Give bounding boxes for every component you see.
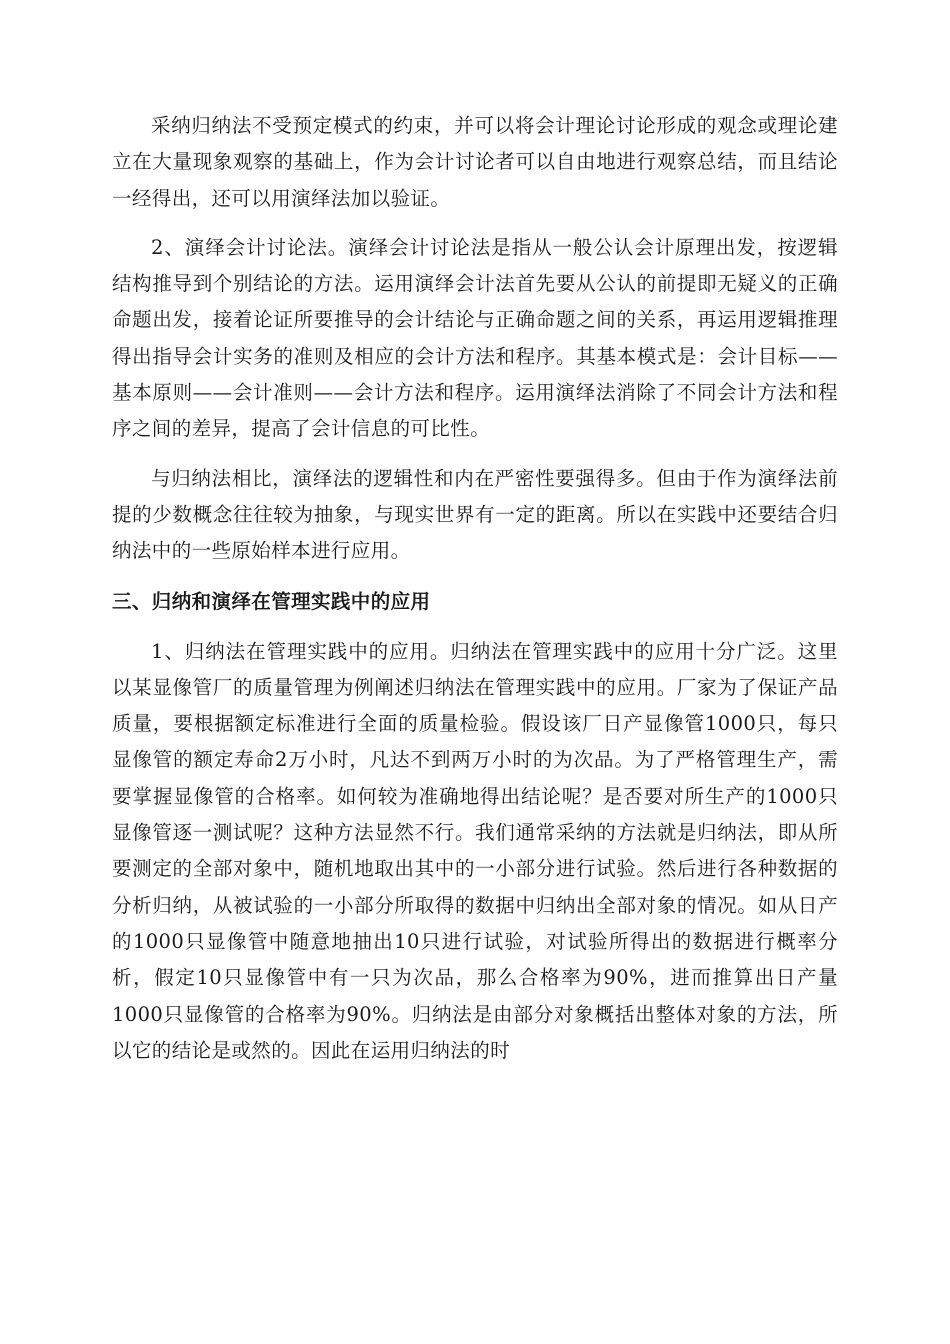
- section-heading: 三、归纳和演绎在管理实践中的应用: [112, 589, 431, 613]
- paragraph-comparison: 与归纳法相比，演绎法的逻辑性和内在严密性要强得多。但由于作为演绎法前提的少数概念往往较为抽象，与现实世界有一定的距离。所以在实践中还要结合归纳法中的一些原始样本进行应用。: [112, 466, 838, 563]
- paragraph-inductive-application: 1、归纳法在管理实践中的应用。归纳法在管理实践中的应用十分广泛。这里以某显像管厂的质量管理为例阐述归纳法在管理实践中的应用。厂家为了保证产品质量，要根据额定标准进行全面的质量检验。假设该厂日产显像管1000只，每只显像管的额定寿命2万小时，凡达不到两万小时的为次品。为了严格管理生产，需要掌握显像管的合格率。如何较为准确地得出结论呢？是否要对所生产的1000只显像管逐一测试呢？这种方法显然不行。我们通常采纳的方法就是归纳法，即从所要测定的全部对象中，随机地取出其中的一小部分进行试验。然后进行各种数据的分析归纳，从被试验的一小部分所取得的数据中归纳出全部对象的情况。如从日产的1000只显像管中随意地抽出10只进行试验，对试验所得出的数据进行概率分析，假定10只显像管中有一只为次品，那么合格率为90%，进而推算出日产量1000只显像管的合格率为90%。归纳法是由部分对象概括出整体对象的方法，所以它的结论是或然的。因此在运用归纳法的时: [112, 639, 838, 1062]
- paragraph-inductive-advantages: 采纳归纳法不受预定模式的约束，并可以将会计理论讨论形成的观念或理论建立在大量现象观察的基础上，作为会计讨论者可以自由地进行观察总结，而且结论一经得出，还可以用演绎法加以验证。: [112, 114, 838, 210]
- paragraph-deductive-method: 2、演绎会计讨论法。演绎会计讨论法是指从一般公认会计原理出发，按逻辑结构推导到个别结论的方法。运用演绎会计法首先要从公认的前提即无疑义的正确命题出发，接着论证所要推导的会计结论与正确命题之间的关系，再运用逻辑推理得出指导会计实务的准则及相应的会计方法和程序。其基本模式是：会计目标——基本原则——会计准则——会计方法和程序。运用演绎法消除了不同会计方法和程序之间的差异，提高了会计信息的可比性。: [112, 235, 838, 441]
- document-page: [112, 108, 838, 1328]
